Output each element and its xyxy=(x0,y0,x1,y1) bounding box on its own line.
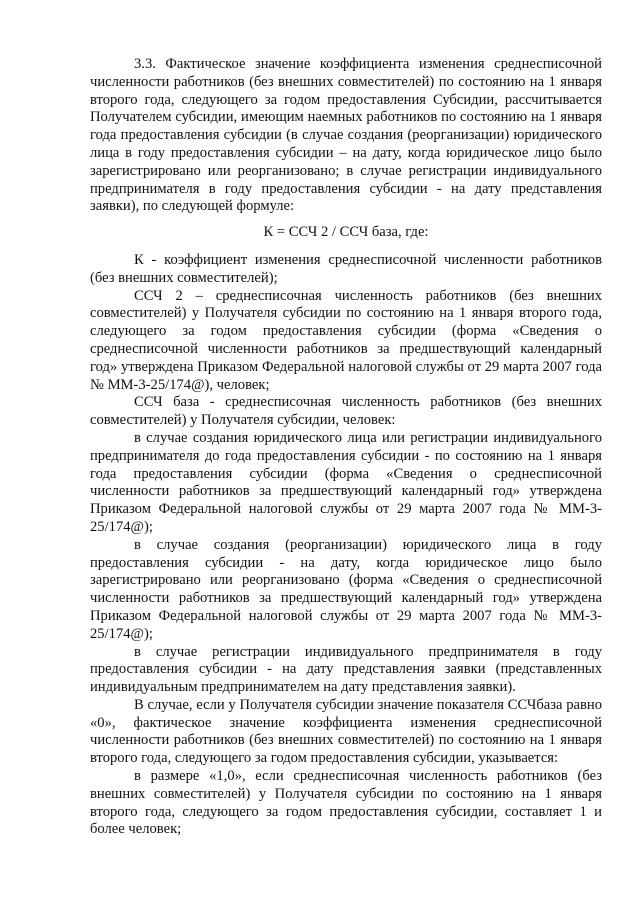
formula-line: К = ССЧ 2 / ССЧ база, где: xyxy=(263,224,429,241)
case-created-in-year: в случае создания (реорганизации) юридического лица в году предоставления субсидии - на дату, когда юридическое лицо было зарегистрировано или реорганизовано (форма «Сведения о среднесписочной численности работников за предшествующий календарный год» утверждена Приказом Федеральной налоговой службы от 29 марта 2007 года № ММ-3-25/174@); xyxy=(90,536,602,642)
case-created-before-year: в случае создания юридического лица или регистрации индивидуального предпринимателя до года предоставления субсидии - по состоянию на 1 января года предоставления субсидии (форма «Сведения о среднесписочной численности работников за предшествующий календарный год» утверждена Приказом Федеральной налоговой службы от 29 марта 2007 года № ММ-3-25/174@); xyxy=(90,429,602,535)
paragraph-value-one: в размере «1,0», если среднесписочная численность работников (без внешних совместителей) у Получателя субсидии по состоянию на 1 января второго года, следующего за годом предоставления субсидии, составляет 1 и более человек; xyxy=(90,768,602,838)
definition-ssch2: ССЧ 2 – среднесписочная численность работников (без внешних совместителей) у Получателя субсидии по состоянию на 1 января второго года, следующего за годом предоставления субсидии (форма «Сведения о среднесписочной численности работников за предшествующий календарный год» утверждена Приказом Федеральной налоговой службы от 29 марта 2007 года № ММ-3-25/174@), человек; xyxy=(90,287,602,393)
definition-k: К - коэффициент изменения среднесписочной численности работников (без внешних совместителей); xyxy=(90,251,602,286)
document-body xyxy=(90,56,602,839)
paragraph-3-3-intro: 3.3. Фактическое значение коэффициента изменения среднесписочной численности работников (без внешних совместителей) по состоянию на 1 января второго года, следующего за годом предоставления Субсидии, рассчитывается Получателем субсидии, имеющим наемных работников по состоянию на 1 января года предоставления субсидии (в случае создания (реорганизации) юридического лица в году предоставления субсидии – на дату, когда юридическое лицо было зарегистрировано или реорганизовано; в случае регистрации индивидуального предпринимателя в году предоставления субсидии - на дату представления заявки), по следующей формуле: xyxy=(90,56,602,215)
case-entrepreneur-registered: в случае регистрации индивидуального предпринимателя в году предоставления субсидии - на дату представления заявки (представленных индивидуальным предпринимателем на дату представления заявки). xyxy=(90,643,602,696)
definition-ssch-base: ССЧ база - среднесписочная численность работников (без внешних совместителей) у Получателя субсидии, человек: xyxy=(90,394,602,429)
paragraph-zero-base: В случае, если у Получателя субсидии значение показателя ССЧбаза равно «0», фактическое значение коэффициента изменения среднесписочной численности работников (без внешних совместителей) по состоянию на 1 января второго года, следующего за годом предоставления субсидии, указывается: xyxy=(90,696,602,767)
